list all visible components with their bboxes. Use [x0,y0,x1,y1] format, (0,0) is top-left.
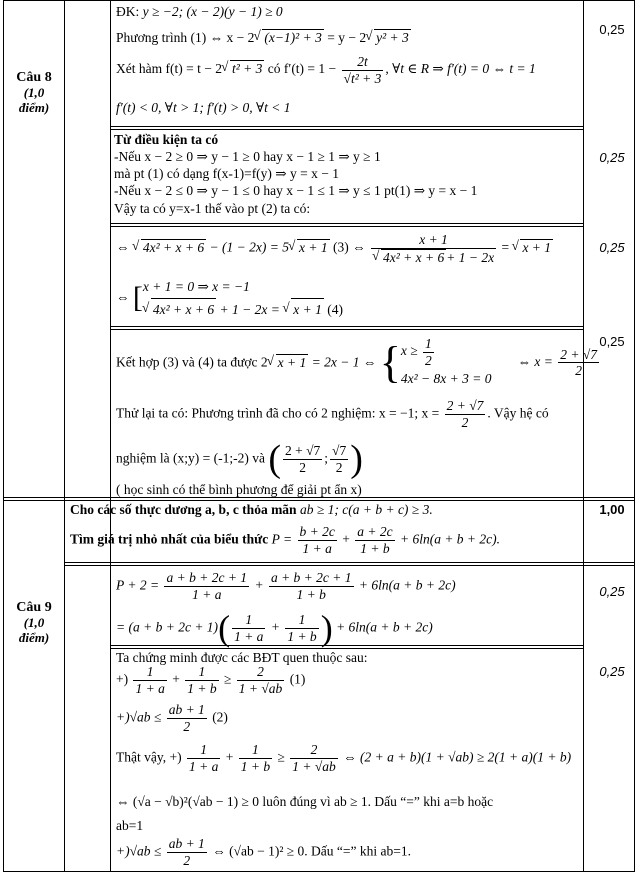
factor-fraction-2 [285,612,318,644]
eq1-sqrt-left: √ (x−1)² + 3 [262,29,324,47]
verify-num: 2 + √7 [446,398,484,413]
find-fraction-2 [355,524,394,556]
factor-paren-right-icon: ) [320,608,333,648]
function-sqrt: √ t² + 3 [230,60,264,78]
given-formula: ab ≥ 1; c(a + b + c) ≥ 3. [299,502,433,517]
proof1-ge: ≥ [274,749,289,765]
question-9-points-unit: điểm) [18,630,50,646]
eq1-left: Phương trình (1) ⇔ x − 2 [116,30,255,45]
derivative-den: √t² + 3 [343,70,382,86]
result-den: 2 [575,363,582,379]
lemma1-plus: + [168,671,184,687]
row-divider-q8-2 [110,223,583,227]
eq3-fraction [371,232,496,265]
eq3-sqrt-3: √ x + 1 [520,239,553,257]
row-divider-q9-1 [64,562,635,566]
combine-text: Kết hợp (3) và (4) ta được 2 [116,354,268,370]
verify-text: Thử lại ta có: Phương trình đã cho có 2 nghiệm: x = −1; x = [116,405,443,421]
split-mid: + 1 − 2x = [216,301,284,317]
solution-fraction-1 [283,443,322,475]
split-case-2 [143,298,343,321]
find-text: Tìm giá trị nhỏ nhất của biểu thức [70,531,272,547]
lemma2-num: ab + 1 [168,702,205,717]
combine-system [401,336,492,390]
q9-factor [116,610,433,646]
eq1-sqrt-right: √ y² + 3 [374,29,411,47]
proof1-plus: + [222,749,237,765]
eq3-den-rest: + 1 − 2x [446,249,495,265]
expand-fraction-2 [269,570,354,602]
q8-case-2: -Nếu x − 2 ≤ 0 ⇒ y − 1 ≤ 0 hay x − 1 ≤ 1 ⇒ y ≤ 1 pt(1) ⇒ y = x − 1 [114,183,478,198]
q8-substitution: Vậy ta có y=x-1 thế vào pt (2) ta có: [114,201,311,216]
question-9-title: Câu 9 [16,600,52,615]
q9-expand [116,570,456,602]
derivative-label: có f′(t) = 1 − [264,61,340,77]
q8-equation-1 [116,29,411,47]
q8-condition [116,4,283,21]
brace-icon: { [379,337,401,387]
combine-cond-2: 4x² − 8x + 3 = 0 [400,371,492,387]
eq1-mid: = y − 2 [323,30,367,45]
proof1-fraction-3 [290,742,338,774]
factor-left: = (a + b + 2c + 1) [116,619,219,635]
sol-num-1: 2 + √7 [284,442,321,458]
find-den-1: 1 + a [302,540,332,556]
lemma2-left: +)√ab ≤ [116,709,165,725]
proof1-den-2: 1 + b [240,758,271,774]
lemma1-label: (1) [286,671,306,687]
proof1-num-1: 1 [187,742,220,759]
proof1-den-3: 1 + √ab [292,758,336,774]
factor-den-1: 1 + a [234,628,264,644]
column-divider-1 [64,0,65,872]
score-q8-step4: 0,25 [599,334,625,349]
score-q9-total: 1,00 [599,502,625,517]
score-q9-step2: 0,25 [599,664,625,679]
result-num: 2 + √7 [560,346,598,362]
score-q8-step2: 0,25 [599,150,625,165]
proof2-den: 2 [183,852,191,868]
find-plus: + [338,531,354,547]
split-system [143,276,343,320]
paren-left-icon: ( [268,438,281,480]
q8-case-split [116,276,343,320]
proof1-prefix: Thật vậy, +) [116,749,185,765]
row-divider-q8-3 [110,326,583,330]
expand-den-1: 1 + a [192,586,222,602]
eq3-iff: ⇔ [116,239,133,255]
proof2-tail: ⇔ (√ab − 1)² ≥ 0. Dấu “=” khi ab=1. [208,843,411,859]
combine-cond-1 [401,336,492,368]
question-8-points-unit: điểm) [18,100,50,116]
split-label: (4) [323,301,343,317]
question-8-points: (1,0 [23,85,45,101]
combine-mid: = 2x − 1 ⇔ [308,354,380,370]
find-num-2: a + 2c [357,524,393,539]
lemma2-fraction [167,702,207,734]
factor-den-2: 1 + b [287,628,317,644]
combine-result: ⇔ x = [517,354,557,370]
q8-monotonicity: f′(t) < 0, ∀t > 1; f′(t) > 0, ∀t < 1 [116,100,291,115]
sol-separator: ; [324,450,329,466]
q8-case-intro: Từ điều kiện ta có [114,132,219,147]
eq3-sqrt-2: √ x + 1 [297,239,330,257]
split-iff: ⇔ [116,289,133,305]
verify-fraction [445,398,486,430]
lemma1-fraction-3 [237,664,285,696]
lemma1-den-3: 1 + √ab [238,680,283,696]
lemma1-prefix: +) [116,671,132,687]
question-8-title: Câu 8 [16,70,52,85]
factor-num-1: 1 [232,612,265,629]
proof2-fraction [167,836,207,868]
given-text: Cho các số thực dương a, b, c thỏa mãn [70,502,300,517]
q9-lemma-1 [116,664,305,696]
q9-lemma-intro: Ta chứng minh được các BĐT quen thuộc sau: [116,650,368,665]
cond1-num: 1 [425,336,432,351]
split-case-1: x + 1 = 0 ⇒ x = −1 [142,279,250,294]
score-q8-step3: 0,25 [599,240,625,255]
lemma1-num-3: 2 [237,664,285,681]
q8-combine [116,336,601,390]
column-divider-2 [110,0,111,872]
verify-tail: . Vậy hệ có [487,405,549,421]
q8-note: ( học sinh có thể bình phương để giải pt ẩn x) [116,482,362,497]
q9-given [70,502,433,519]
verify-den: 2 [461,414,469,430]
proof1-den-1: 1 + a [188,758,219,774]
split-sqrt-1: √ 4x² + x + 6 [151,298,216,321]
question-8-label [6,70,62,116]
q8-verify [116,398,549,430]
eq3-mid: − (1 − 2x) = 5 [206,239,289,255]
cond1-fraction [423,336,434,368]
proof1-fraction-2 [239,742,272,774]
q8-solution [116,440,363,478]
question-9-points: (1,0 [23,615,45,631]
sol-den-2: 2 [335,459,343,475]
lemma1-den-1: 1 + a [135,680,165,696]
factor-fraction-1 [232,612,265,644]
q9-lemma-2 [116,702,228,734]
eq3-label: (3) ⇔ [329,239,369,255]
eq3-equals: = [498,239,513,255]
combine-sqrt: √ x + 1 [276,354,309,372]
q9-proof-1-equality: ab=1 [116,818,144,833]
derivative-fraction [342,54,384,86]
proof1-num-2: 1 [239,742,272,759]
eq3-sqrt-1: √ 4x² + x + 6 [141,239,206,257]
eq3-fraction-den [371,249,496,266]
lemma1-fraction-1 [133,664,166,696]
paren-right-icon: ) [350,438,363,480]
sol-den-1: 2 [299,459,306,475]
eq3-fraction-num: x + 1 [371,232,496,249]
derivative-den-value: t² + 3 [350,70,382,86]
function-def: Xét hàm f(t) = t − 2 [116,61,222,77]
q9-find [70,524,500,556]
expand-plus: + [251,577,267,593]
q8-function-study [116,54,536,86]
lemma1-fraction-2 [185,664,218,696]
proof1-num-3: 2 [290,742,338,759]
cond1-text: x ≥ [400,343,422,359]
derivative-conclusion: , ∀t ∈ R ⇒ f′(t) = 0 ⇔ t = 1 [385,61,536,77]
lemma1-den-2: 1 + b [187,680,217,696]
find-p: P = [271,531,296,547]
bracket-icon: [ [132,281,143,315]
expand-tail: + 6ln(a + b + 2c) [355,577,456,593]
sol-num-2: √7 [332,442,347,458]
score-q9-step1: 0,25 [599,584,625,599]
factor-tail: + 6ln(a + b + 2c) [332,619,433,635]
lemma1-ge: ≥ [220,671,235,687]
solution-text: nghiệm là (x;y) = (-1;-2) và [116,450,269,466]
cond1-den: 2 [425,352,432,368]
factor-plus: + [267,619,284,635]
expand-num-2: a + b + 2c + 1 [270,570,352,585]
question-9-label [6,600,62,646]
proof2-num: ab + 1 [168,836,205,851]
proof2-left: +)√ab ≤ [116,843,165,859]
find-den-2: 1 + b [360,540,390,556]
lemma2-den: 2 [183,718,191,734]
find-num-1: b + 2c [299,524,335,539]
q9-proof-1-conclusion: ⇔ (√a − √b)²(√ab − 1) ≥ 0 luôn đúng vì ab ≥ 1. Dấu “=” khi a=b hoặc [116,794,494,809]
eq3-den-sqrt: √ 4x² + x + 6 [381,249,446,266]
find-tail: + 6ln(a + b + 2c). [396,531,501,547]
column-divider-3 [583,0,584,872]
proof1-equivalence: ⇔ (2 + a + b)(1 + √ab) ≥ 2(1 + a)(1 + b) [339,749,572,765]
combine-result-fraction [558,347,599,379]
expand-left: P + 2 = [116,577,163,593]
expand-fraction-1 [164,570,249,602]
proof1-fraction-1 [187,742,220,774]
expand-num-1: a + b + 2c + 1 [166,570,248,585]
q8-case-1-conclusion: mà pt (1) có dạng f(x-1)=f(y) ⇒ y = x − 1 [114,166,339,181]
lemma1-num-1: 1 [133,664,166,681]
factor-num-2: 1 [285,612,318,629]
q8-equation-3 [116,232,553,265]
split-sqrt-2: √ x + 1 [291,298,324,321]
q9-proof-1 [116,742,571,774]
factor-paren-left-icon: ( [218,608,231,648]
find-fraction-1 [298,524,337,556]
score-q8-step1: 0,25 [599,22,625,37]
q8-case-1: -Nếu x − 2 ≥ 0 ⇒ y − 1 ≥ 0 hay x − 1 ≥ 1 ⇒ y ≥ 1 [114,149,381,164]
lemma2-label: (2) [208,709,228,725]
lemma1-num-2: 1 [185,664,218,681]
condition-label: ĐK: [116,4,143,19]
derivative-num: 2t [342,54,384,71]
solution-fraction-2 [330,443,348,475]
row-divider-q8-1 [110,126,583,130]
expand-den-2: 1 + b [296,586,326,602]
condition-formula: y ≥ −2; (x − 2)(y − 1) ≥ 0 [142,4,283,19]
q9-proof-2 [116,836,411,868]
